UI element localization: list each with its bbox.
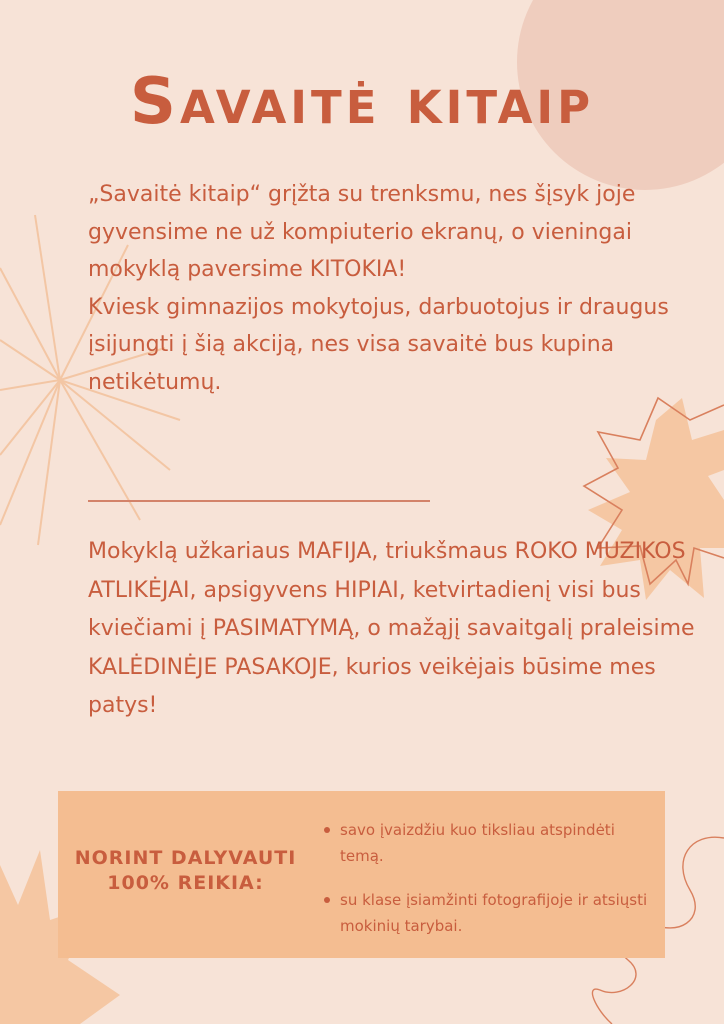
requirements-list <box>320 817 655 957</box>
divider <box>88 500 430 502</box>
requirements-label <box>58 846 313 896</box>
page-title: Savaitė kitaip <box>129 65 595 139</box>
bullet-icon <box>324 897 330 903</box>
bullet-icon <box>324 827 330 833</box>
events-paragraph: Mokyklą užkariaus MAFIJA, triukšmaus ROKO MUZIKOS ATLIKĖJAI, apsigyvens HIPIAI, ketvirtadienį visi bus kviečiami į PASIMATYMĄ, o mažąjį savaitgalį praleisime KALĖDINĖJE PASAKOJE, kurios veikėjais būsime mes patys! <box>88 539 695 718</box>
requirements-label-line: NORINT DALYVAUTI <box>74 847 297 869</box>
list-item <box>320 817 655 869</box>
list-item-text: su klase įsiamžinti fotografijoje ir atsiųsti mokinių tarybai. <box>340 891 648 935</box>
intro-paragraph: Kviesk gimnazijos mokytojus, darbuotojus ir draugus įsijungti į šią akciją, nes visa savaitė bus kupina netikėtumų. <box>88 294 669 395</box>
requirements-label-line: 100% REIKIA: <box>107 872 264 894</box>
intro-paragraph: „Savaitė kitaip“ grįžta su trenksmu, nes šįsyk joje gyvensime ne už kompiuterio ekranų, o vieningai mokyklą paversime KITOKIA! <box>88 182 636 282</box>
list-item <box>320 887 655 939</box>
intro-text <box>88 176 698 401</box>
list-item-text: savo įvaizdžiu kuo tiksliau atspindėti temą. <box>340 821 615 865</box>
requirements-box <box>58 791 665 958</box>
